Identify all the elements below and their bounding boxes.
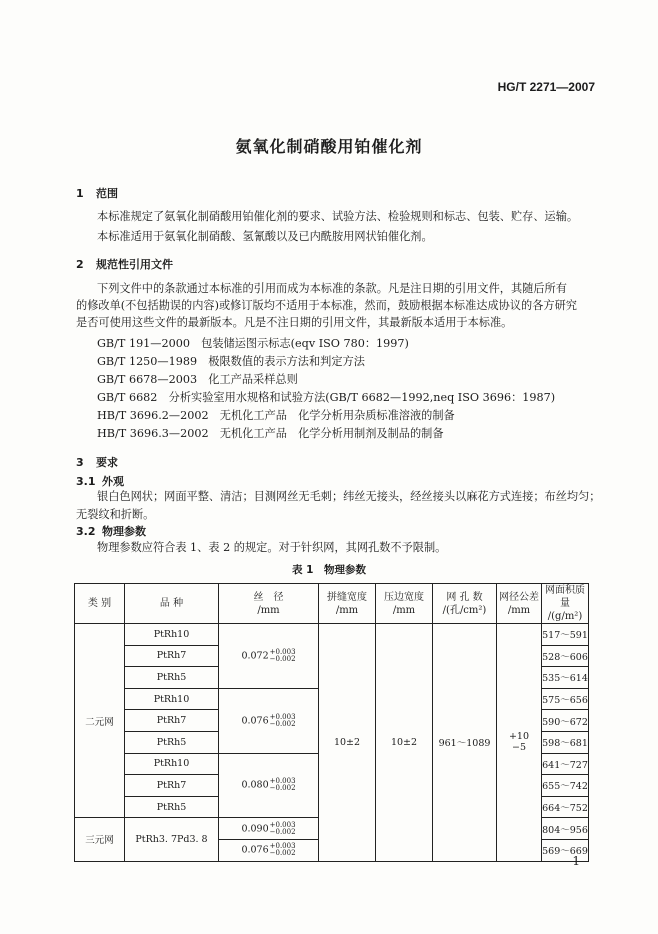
header-unit: /mm — [257, 604, 280, 616]
diameter-cell — [219, 624, 319, 689]
reference-item — [97, 389, 555, 405]
diameter-tolerance — [270, 822, 296, 836]
seam-width-cell: 10±2 — [319, 624, 376, 862]
tol-plus: +10 — [508, 731, 530, 743]
category-cell: 二元网 — [75, 624, 125, 818]
section-number: 1 — [76, 187, 84, 200]
header-density — [542, 584, 589, 624]
variety-cell: PtRh7 — [125, 710, 219, 732]
section-title: 要求 — [96, 456, 118, 469]
header-label: 拼缝宽度 — [327, 591, 367, 603]
reference-code: GB/T 1250—1989 — [97, 355, 198, 368]
reference-title: 包装储运图示标志(eqv ISO 780：1997) — [201, 337, 409, 350]
tol-plus: +0.003 — [269, 777, 296, 786]
diameter-cell — [219, 818, 319, 840]
variety-cell: PtRh5 — [125, 796, 219, 818]
tol-plus: +0.003 — [269, 712, 296, 721]
tol-minus: −5 — [511, 742, 526, 754]
paragraph: 的修改单(不包括勘误的内容)或修订版均不适用于本标准，然而，鼓励根据本标准达成协议的各方研究 — [76, 299, 577, 312]
section-number: 3.2 — [76, 525, 96, 538]
subsection-3-2-heading — [76, 523, 146, 539]
section-title: 外观 — [102, 475, 124, 488]
tolerance-cell — [497, 624, 542, 862]
variety-cell: PtRh7 — [125, 775, 219, 797]
reference-item — [97, 335, 409, 351]
table-row — [75, 624, 589, 646]
tol-minus: −0.002 — [269, 827, 296, 836]
header-label: 压边宽度 — [384, 591, 424, 603]
density-cell: 569～669 — [542, 839, 589, 861]
section-title: 规范性引用文件 — [96, 258, 173, 271]
reference-title: 化工产品采样总则 — [208, 373, 298, 386]
diameter-base: 0.090 — [241, 823, 269, 835]
paragraph: 银白色网状；网面平整、清洁；目测网丝无毛刺；纬丝无接头，经丝接头以麻花方式连接；布丝均匀； — [97, 490, 601, 503]
header-unit: /mm — [507, 604, 531, 616]
header-variety: 品 种 — [125, 584, 219, 624]
tol-plus: +0.003 — [269, 842, 296, 851]
density-cell: 590～672 — [542, 710, 589, 732]
reference-code: HB/T 3696.2—2002 — [97, 409, 209, 422]
density-cell: 517～591 — [542, 624, 589, 646]
reference-code: HB/T 3696.3—2002 — [97, 427, 209, 440]
reference-code: GB/T 6678—2003 — [97, 373, 198, 386]
reference-title: 极限数值的表示方法和判定方法 — [208, 355, 365, 368]
tol-plus: +0.003 — [269, 647, 296, 656]
paragraph: 物理参数应符合表 1、表 2 的规定。对于针织网，其网孔数不予限制。 — [97, 541, 447, 554]
variety-cell: PtRh5 — [125, 731, 219, 753]
variety-cell: PtRh5 — [125, 667, 219, 689]
tol-minus: −0.002 — [269, 719, 296, 728]
diameter-cell — [219, 839, 319, 861]
diameter-tolerance — [270, 843, 296, 857]
density-cell: 664～752 — [542, 796, 589, 818]
diameter-tolerance — [270, 714, 296, 728]
diameter-base: 0.072 — [241, 650, 269, 662]
section-number: 2 — [76, 258, 84, 271]
standard-number: HG/T 2271—2007 — [497, 80, 595, 94]
reference-title: 无机化工产品 化学分析用杂质标准溶液的制备 — [219, 409, 455, 422]
reference-item — [97, 371, 298, 387]
density-cell: 655～742 — [542, 775, 589, 797]
page-number: 1 — [572, 854, 580, 868]
header-unit: /(孔/cm²) — [442, 604, 487, 616]
variety-cell: PtRh3. 7Pd3. 8 — [125, 818, 219, 861]
section-number: 3 — [76, 456, 84, 469]
tol-minus: −0.002 — [269, 784, 296, 793]
document-title: 氨氧化制硝酸用铂催化剂 — [235, 137, 423, 156]
paragraph: 无裂纹和折断。 — [76, 508, 155, 521]
tol-minus: −0.002 — [269, 849, 296, 858]
density-cell: 804～956 — [542, 818, 589, 840]
mesh-count-cell: 961～1089 — [433, 624, 497, 862]
header-category: 类 别 — [75, 584, 125, 624]
table-caption: 表 1 物理参数 — [292, 564, 366, 576]
header-tolerance — [497, 584, 542, 624]
reference-item — [97, 407, 455, 423]
variety-cell: PtRh10 — [125, 753, 219, 775]
reference-title: 分析实验室用水规格和试验方法(GB/T 6682—1992,neq ISO 3696：1987) — [168, 391, 556, 404]
header-label: 网 孔 数 — [446, 591, 483, 603]
density-cell: 598～681 — [542, 731, 589, 753]
header-unit: /mm — [392, 604, 416, 616]
density-cell: 641～727 — [542, 753, 589, 775]
section-1-heading — [76, 185, 118, 201]
reference-item — [97, 353, 365, 369]
header-unit: /mm — [335, 604, 359, 616]
header-label: 丝 径 — [253, 591, 284, 603]
table-header-row — [75, 584, 589, 624]
section-2-heading — [76, 256, 173, 272]
diameter-tolerance — [270, 778, 296, 792]
header-edge-width — [376, 584, 433, 624]
paragraph: 本标准适用于氨氧化制硝酸、氢氰酸以及已内酰胺用网状铂催化剂。 — [97, 230, 433, 243]
header-diameter — [219, 584, 319, 624]
section-number: 3.1 — [76, 475, 96, 488]
variety-cell: PtRh10 — [125, 624, 219, 646]
density-cell: 535～614 — [542, 667, 589, 689]
edge-width-cell: 10±2 — [376, 624, 433, 862]
section-title: 物理参数 — [102, 525, 146, 538]
diameter-base: 0.080 — [241, 779, 269, 791]
section-title: 范围 — [96, 187, 118, 200]
header-unit: /(g/m²) — [547, 611, 583, 622]
density-cell: 528～606 — [542, 645, 589, 667]
density-cell: 575～656 — [542, 688, 589, 710]
header-mesh-count — [433, 584, 497, 624]
diameter-tolerance — [270, 649, 296, 663]
header-seam-width — [319, 584, 376, 624]
physical-parameters-table — [74, 583, 589, 862]
diameter-base: 0.076 — [241, 715, 269, 727]
tol-plus: +0.003 — [269, 820, 296, 829]
diameter-base: 0.076 — [241, 844, 269, 856]
header-label: 网径公差 — [499, 591, 539, 603]
diameter-cell — [219, 688, 319, 753]
variety-cell: PtRh10 — [125, 688, 219, 710]
paragraph: 本标准规定了氨氧化制硝酸用铂催化剂的要求、试验方法、检验规则和标志、包装、贮存、运输。 — [97, 210, 579, 223]
paragraph: 下列文件中的条款通过本标准的引用而成为本标准的条款。凡是注日期的引用文件，其随后所有 — [97, 282, 567, 295]
reference-code: GB/T 191—2000 — [97, 337, 190, 350]
section-3-heading — [76, 454, 118, 470]
reference-code: GB/T 6682 — [97, 391, 158, 404]
tol-minus: −0.002 — [269, 654, 296, 663]
reference-title: 无机化工产品 化学分析用制剂及制品的制备 — [219, 427, 444, 440]
reference-item — [97, 425, 444, 441]
paragraph: 是否可使用这些文件的最新版本。凡是不注日期的引用文件，其最新版本适用于本标准。 — [76, 316, 513, 329]
variety-cell: PtRh7 — [125, 645, 219, 667]
category-cell: 三元网 — [75, 818, 125, 861]
diameter-cell — [219, 753, 319, 818]
header-label: 网面积质量 — [545, 585, 585, 609]
